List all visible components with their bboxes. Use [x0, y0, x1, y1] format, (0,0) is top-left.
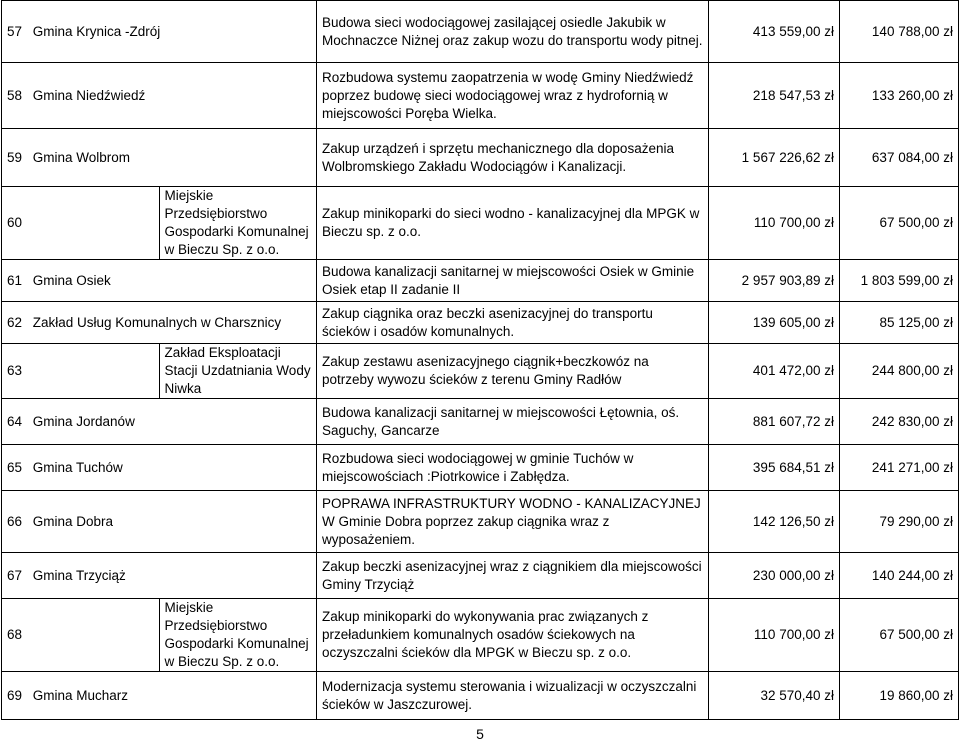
- grant-amount: 67 500,00 zł: [840, 187, 959, 260]
- project-description: Budowa kanalizacji sanitarnej w miejscowości Osiek w Gminie Osiek etap II zadanie II: [317, 260, 709, 302]
- entity-cell: [2, 260, 317, 302]
- entity-name: Gmina Jordanów: [32, 413, 135, 429]
- entity-cell: [2, 63, 317, 129]
- grants-table: [1, 0, 959, 720]
- table-row: [2, 445, 959, 491]
- row-number: 66: [7, 513, 23, 529]
- grant-amount: 244 800,00 zł: [840, 344, 959, 399]
- row-number: 68: [2, 599, 160, 672]
- entity-name: Gmina Trzyciąż: [32, 567, 126, 583]
- row-number: 63: [2, 344, 160, 399]
- entity-name: Gmina Niedźwiedź: [32, 87, 146, 103]
- total-cost: 139 605,00 zł: [709, 302, 840, 344]
- grant-amount: 19 860,00 zł: [840, 672, 959, 720]
- grant-amount: 79 290,00 zł: [840, 491, 959, 553]
- entity-name: Gmina Tuchów: [32, 459, 123, 475]
- project-description: Budowa sieci wodociągowej zasilającej osiedle Jakubik w Mochnaczce Niżnej oraz zakup wozu do transportu wody pitnej.: [317, 1, 709, 63]
- entity-name: Miejskie Przedsiębiorstwo Gospodarki Komunalnej w Bieczu Sp. z o.o.: [159, 599, 317, 672]
- table-row: [2, 260, 959, 302]
- grant-amount: 140 244,00 zł: [840, 553, 959, 599]
- row-number: 59: [7, 149, 23, 165]
- project-description: Rozbudowa systemu zaopatrzenia w wodę Gminy Niedźwiedź poprzez budowę sieci wodociągowej wraz z hydrofornią w miejscowości Poręba Wielka.: [317, 63, 709, 129]
- table-row: [2, 553, 959, 599]
- entity-name: Zakład Eksploatacji Stacji Uzdatniania Wody Niwka: [159, 344, 317, 399]
- grant-amount: 241 271,00 zł: [840, 445, 959, 491]
- total-cost: 1 567 226,62 zł: [709, 129, 840, 187]
- total-cost: 142 126,50 zł: [709, 491, 840, 553]
- entity-cell: [2, 445, 317, 491]
- entity-cell: [2, 553, 317, 599]
- row-number: 58: [7, 87, 23, 103]
- total-cost: 230 000,00 zł: [709, 553, 840, 599]
- entity-cell: [2, 672, 317, 720]
- entity-name: Gmina Krynica -Zdrój: [32, 23, 161, 39]
- project-description: Zakup minikoparki do sieci wodno - kanalizacyjnej dla MPGK w Bieczu sp. z o.o.: [317, 187, 709, 260]
- entity-cell: [2, 491, 317, 553]
- page-number: 5: [476, 726, 484, 742]
- entity-name: Gmina Wolbrom: [32, 149, 131, 165]
- entity-name: Zakład Usług Komunalnych w Charsznicy: [32, 314, 282, 330]
- row-number: 69: [7, 687, 23, 703]
- grant-amount: 85 125,00 zł: [840, 302, 959, 344]
- row-number: 57: [7, 23, 23, 39]
- row-number: 65: [7, 459, 23, 475]
- entity-name: Gmina Osiek: [32, 272, 111, 288]
- project-description: Zakup beczki asenizacyjnej wraz z ciągnikiem dla miejscowości Gminy Trzyciąż: [317, 553, 709, 599]
- entity-name: Gmina Dobra: [32, 513, 114, 529]
- project-description: Zakup minikoparki do wykonywania prac związanych z przeładunkiem komunalnych osadów ściekowych na oczyszczalni ścieków dla MPGK w Bieczu sp. z o.o.: [317, 599, 709, 672]
- project-description: Budowa kanalizacji sanitarnej w miejscowości Łętownia, oś. Saguchy, Gancarze: [317, 399, 709, 445]
- entity-cell: [2, 129, 317, 187]
- table-row: [2, 187, 959, 260]
- entity-name: Gmina Mucharz: [32, 687, 129, 703]
- total-cost: 218 547,53 zł: [709, 63, 840, 129]
- table-row: [2, 129, 959, 187]
- grant-amount: 133 260,00 zł: [840, 63, 959, 129]
- table-row: [2, 599, 959, 672]
- total-cost: 881 607,72 zł: [709, 399, 840, 445]
- table-row: [2, 399, 959, 445]
- project-description: Zakup zestawu asenizacyjnego ciągnik+beczkowóz na potrzeby wywozu ścieków z terenu Gminy Radłów: [317, 344, 709, 399]
- grant-amount: 637 084,00 zł: [840, 129, 959, 187]
- grant-amount: 67 500,00 zł: [840, 599, 959, 672]
- entity-cell: [2, 399, 317, 445]
- table-row: [2, 1, 959, 63]
- table-row: [2, 302, 959, 344]
- total-cost: 413 559,00 zł: [709, 1, 840, 63]
- row-number: 60: [2, 187, 160, 260]
- entity-cell: [2, 302, 317, 344]
- entity-cell: [2, 1, 317, 63]
- row-number: 67: [7, 567, 23, 583]
- project-description: Rozbudowa sieci wodociągowej w gminie Tuchów w miejscowościach :Piotrkowice i Zabłędza.: [317, 445, 709, 491]
- total-cost: 32 570,40 zł: [709, 672, 840, 720]
- row-number: 64: [7, 413, 23, 429]
- row-number: 61: [7, 272, 23, 288]
- project-description: Zakup ciągnika oraz beczki asenizacyjnej do transportu ścieków i osadów komunalnych.: [317, 302, 709, 344]
- row-number: 62: [7, 314, 23, 330]
- project-description: POPRAWA INFRASTRUKTURY WODNO - KANALIZACYJNEJ W Gminie Dobra poprzez zakup ciągnika wraz z wyposażeniem.: [317, 491, 709, 553]
- entity-name: Miejskie Przedsiębiorstwo Gospodarki Komunalnej w Bieczu Sp. z o.o.: [159, 187, 317, 260]
- project-description: Modernizacja systemu sterowania i wizualizacji w oczyszczalni ścieków w Jaszczurowej.: [317, 672, 709, 720]
- total-cost: 110 700,00 zł: [709, 599, 840, 672]
- table-row: [2, 672, 959, 720]
- table-row: [2, 344, 959, 399]
- total-cost: 2 957 903,89 zł: [709, 260, 840, 302]
- total-cost: 401 472,00 zł: [709, 344, 840, 399]
- grant-amount: 140 788,00 zł: [840, 1, 959, 63]
- grant-amount: 242 830,00 zł: [840, 399, 959, 445]
- table-row: [2, 63, 959, 129]
- grant-amount: 1 803 599,00 zł: [840, 260, 959, 302]
- total-cost: 110 700,00 zł: [709, 187, 840, 260]
- table-row: [2, 491, 959, 553]
- total-cost: 395 684,51 zł: [709, 445, 840, 491]
- project-description: Zakup urządzeń i sprzętu mechanicznego dla doposażenia Wolbromskiego Zakładu Wodociągów i Kanalizacji.: [317, 129, 709, 187]
